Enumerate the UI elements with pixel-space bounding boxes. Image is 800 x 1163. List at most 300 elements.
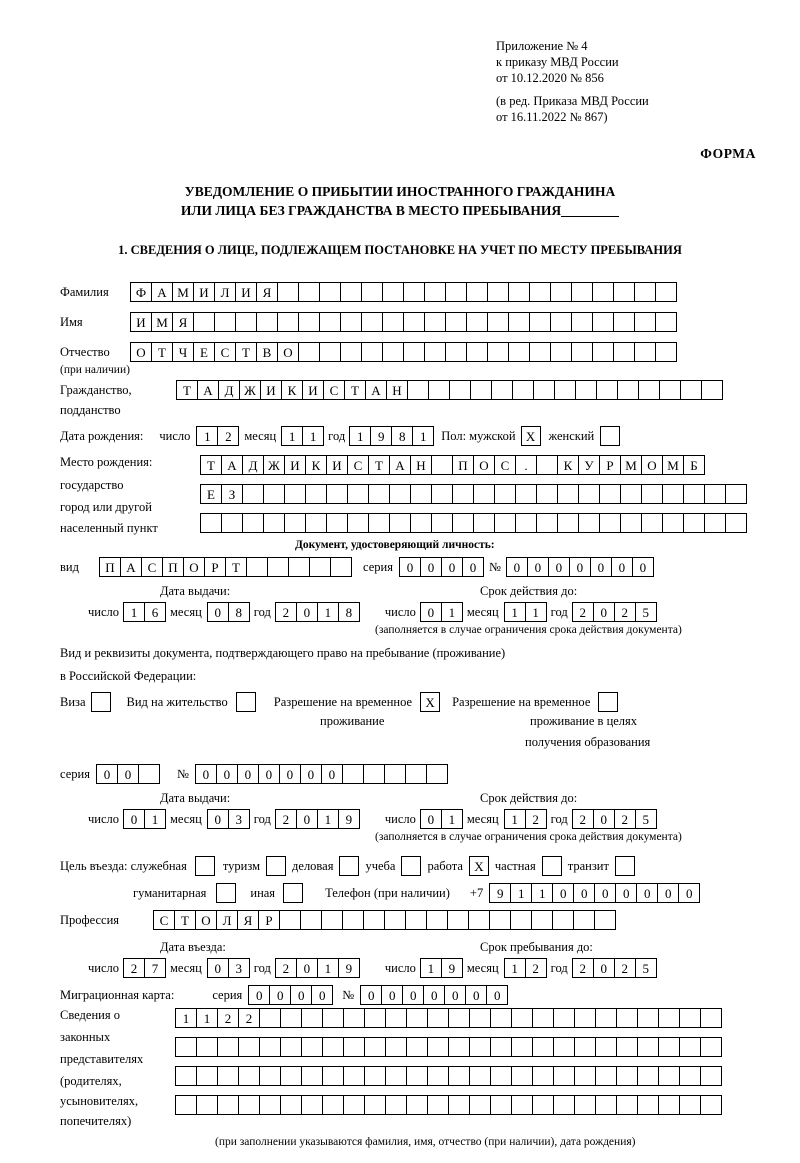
cell[interactable] [571, 312, 593, 332]
cell[interactable]: 0 [594, 883, 616, 903]
phone-input[interactable] [489, 883, 699, 903]
cell[interactable] [214, 312, 236, 332]
cell[interactable]: 2 [217, 426, 239, 446]
cell[interactable]: В [256, 342, 278, 362]
cell[interactable] [638, 380, 660, 400]
cell[interactable] [596, 380, 618, 400]
cell[interactable]: 0 [360, 985, 382, 1005]
cell[interactable] [574, 1066, 596, 1086]
cell[interactable] [613, 312, 635, 332]
cell[interactable] [382, 282, 404, 302]
cell[interactable] [469, 1037, 491, 1057]
cell[interactable]: М [620, 455, 642, 475]
cell[interactable] [683, 484, 705, 504]
stay-month-input[interactable] [504, 958, 546, 978]
cell[interactable]: 0 [279, 764, 301, 784]
cell[interactable] [553, 1008, 575, 1028]
cell[interactable] [175, 1066, 197, 1086]
cell[interactable]: 0 [381, 985, 403, 1005]
cell[interactable] [263, 513, 285, 533]
cell[interactable]: А [389, 455, 411, 475]
cell[interactable] [508, 312, 530, 332]
cell[interactable] [620, 484, 642, 504]
cell[interactable]: И [284, 455, 306, 475]
cell[interactable] [384, 764, 406, 784]
cell[interactable] [279, 910, 301, 930]
cell[interactable]: Т [174, 910, 196, 930]
legal-rep-line-4-input[interactable] [175, 1095, 721, 1115]
cell[interactable]: 0 [399, 557, 421, 577]
cell[interactable] [529, 282, 551, 302]
cell[interactable] [217, 1066, 239, 1086]
cell[interactable]: 0 [300, 764, 322, 784]
cell[interactable] [322, 1008, 344, 1028]
purpose-work-checkbox[interactable]: X [469, 856, 489, 876]
cell[interactable] [267, 557, 289, 577]
citizenship-input[interactable] [176, 380, 722, 400]
cell[interactable] [487, 282, 509, 302]
permit-issue-day-input[interactable] [123, 809, 165, 829]
cell[interactable] [469, 1008, 491, 1028]
cell[interactable] [305, 513, 327, 533]
cell[interactable] [613, 342, 635, 362]
cell[interactable]: 2 [275, 602, 297, 622]
cell[interactable]: М [172, 282, 194, 302]
cell[interactable]: 9 [370, 426, 392, 446]
cell[interactable] [363, 764, 385, 784]
cell[interactable] [634, 282, 656, 302]
cell[interactable] [427, 1037, 449, 1057]
cell[interactable]: Л [214, 282, 236, 302]
cell[interactable]: 3 [228, 809, 250, 829]
cell[interactable] [364, 1095, 386, 1115]
cell[interactable] [595, 1008, 617, 1028]
cell[interactable]: 1 [510, 883, 532, 903]
sex-female-checkbox[interactable] [600, 426, 620, 446]
cell[interactable] [361, 342, 383, 362]
cell[interactable]: А [221, 455, 243, 475]
cell[interactable]: О [195, 910, 217, 930]
id-doc-series-input[interactable] [399, 557, 483, 577]
cell[interactable] [385, 1037, 407, 1057]
cell[interactable] [533, 380, 555, 400]
cell[interactable]: 0 [527, 557, 549, 577]
cell[interactable]: И [260, 380, 282, 400]
cell[interactable]: 0 [207, 809, 229, 829]
cell[interactable] [340, 312, 362, 332]
cell[interactable] [473, 513, 495, 533]
cell[interactable]: 1 [525, 602, 547, 622]
cell[interactable] [448, 1008, 470, 1028]
cell[interactable]: И [193, 282, 215, 302]
cell[interactable] [280, 1008, 302, 1028]
cell[interactable]: 0 [420, 557, 442, 577]
cell[interactable] [330, 557, 352, 577]
cell[interactable] [288, 557, 310, 577]
cell[interactable] [445, 312, 467, 332]
cell[interactable] [385, 1008, 407, 1028]
cell[interactable] [175, 1095, 197, 1115]
cell[interactable]: Р [204, 557, 226, 577]
cell[interactable] [658, 1095, 680, 1115]
cell[interactable] [617, 380, 639, 400]
cell[interactable] [259, 1008, 281, 1028]
cell[interactable] [340, 342, 362, 362]
cell[interactable]: 0 [269, 985, 291, 1005]
permit-issue-year-input[interactable] [275, 809, 359, 829]
cell[interactable] [448, 1037, 470, 1057]
cell[interactable]: С [214, 342, 236, 362]
cell[interactable]: 5 [635, 809, 657, 829]
cell[interactable]: 2 [614, 809, 636, 829]
cell[interactable] [494, 513, 516, 533]
cell[interactable] [469, 1066, 491, 1086]
cell[interactable] [489, 910, 511, 930]
cell[interactable] [529, 312, 551, 332]
cell[interactable] [424, 282, 446, 302]
cell[interactable] [319, 282, 341, 302]
cell[interactable]: 2 [614, 602, 636, 622]
cell[interactable] [679, 1095, 701, 1115]
cell[interactable]: 0 [632, 557, 654, 577]
cell[interactable] [449, 380, 471, 400]
cell[interactable]: Ж [239, 380, 261, 400]
cell[interactable]: Д [242, 455, 264, 475]
cell[interactable] [662, 513, 684, 533]
cell[interactable] [704, 513, 726, 533]
cell[interactable]: 0 [615, 883, 637, 903]
cell[interactable]: Ф [130, 282, 152, 302]
cell[interactable] [550, 342, 572, 362]
legal-rep-line-1-input[interactable] [175, 1008, 721, 1028]
cell[interactable]: 0 [420, 602, 442, 622]
id-doc-issue-month-input[interactable] [207, 602, 249, 622]
stay-year-input[interactable] [572, 958, 656, 978]
cell[interactable]: 2 [572, 809, 594, 829]
cell[interactable]: Я [237, 910, 259, 930]
cell[interactable] [641, 513, 663, 533]
cell[interactable] [259, 1037, 281, 1057]
cell[interactable] [592, 312, 614, 332]
cell[interactable] [319, 312, 341, 332]
cell[interactable] [193, 312, 215, 332]
birth-place-line-3-input[interactable] [200, 513, 746, 533]
cell[interactable]: З [221, 484, 243, 504]
cell[interactable] [363, 910, 385, 930]
cell[interactable]: 0 [296, 602, 318, 622]
cell[interactable]: 0 [321, 764, 343, 784]
permit-series-input[interactable] [96, 764, 159, 784]
cell[interactable] [428, 380, 450, 400]
cell[interactable]: 9 [338, 958, 360, 978]
cell[interactable] [424, 342, 446, 362]
cell[interactable] [342, 910, 364, 930]
cell[interactable]: А [197, 380, 219, 400]
cell[interactable]: 2 [572, 958, 594, 978]
cell[interactable] [508, 282, 530, 302]
cell[interactable] [301, 1095, 323, 1115]
cell[interactable] [322, 1095, 344, 1115]
cell[interactable] [532, 1008, 554, 1028]
cell[interactable] [662, 484, 684, 504]
cell[interactable] [658, 1066, 680, 1086]
cell[interactable] [620, 513, 642, 533]
cell[interactable] [616, 1095, 638, 1115]
id-doc-valid-day-input[interactable] [420, 602, 462, 622]
cell[interactable]: 1 [317, 602, 339, 622]
cell[interactable]: М [151, 312, 173, 332]
cell[interactable] [571, 342, 593, 362]
cell[interactable] [490, 1008, 512, 1028]
cell[interactable]: 2 [238, 1008, 260, 1028]
cell[interactable]: 2 [123, 958, 145, 978]
cell[interactable] [468, 910, 490, 930]
cell[interactable]: И [235, 282, 257, 302]
permit-number-input[interactable] [195, 764, 447, 784]
cell[interactable] [641, 484, 663, 504]
cell[interactable]: 1 [441, 602, 463, 622]
cell[interactable] [616, 1008, 638, 1028]
cell[interactable]: 2 [217, 1008, 239, 1028]
cell[interactable] [679, 1008, 701, 1028]
permit-valid-day-input[interactable] [420, 809, 462, 829]
cell[interactable] [490, 1095, 512, 1115]
cell[interactable] [298, 312, 320, 332]
cell[interactable] [466, 342, 488, 362]
cell[interactable] [406, 1008, 428, 1028]
cell[interactable]: 1 [349, 426, 371, 446]
cell[interactable]: Е [193, 342, 215, 362]
cell[interactable]: 0 [486, 985, 508, 1005]
cell[interactable] [448, 1066, 470, 1086]
cell[interactable] [364, 1066, 386, 1086]
cell[interactable]: Р [599, 455, 621, 475]
cell[interactable]: Т [344, 380, 366, 400]
cell[interactable] [512, 380, 534, 400]
cell[interactable]: 1 [412, 426, 434, 446]
cell[interactable] [368, 484, 390, 504]
id-doc-issue-day-input[interactable] [123, 602, 165, 622]
migration-series-input[interactable] [248, 985, 332, 1005]
name-input[interactable] [130, 312, 676, 332]
cell[interactable] [405, 764, 427, 784]
cell[interactable] [322, 1037, 344, 1057]
cell[interactable] [557, 484, 579, 504]
cell[interactable] [406, 1037, 428, 1057]
cell[interactable] [343, 1037, 365, 1057]
cell[interactable] [301, 1008, 323, 1028]
cell[interactable] [347, 513, 369, 533]
cell[interactable] [655, 312, 677, 332]
cell[interactable]: 2 [614, 958, 636, 978]
cell[interactable] [574, 1008, 596, 1028]
cell[interactable] [700, 1008, 722, 1028]
cell[interactable] [655, 282, 677, 302]
cell[interactable]: К [557, 455, 579, 475]
cell[interactable] [683, 513, 705, 533]
cell[interactable]: 0 [237, 764, 259, 784]
cell[interactable]: 0 [441, 557, 463, 577]
cell[interactable] [284, 484, 306, 504]
cell[interactable] [470, 380, 492, 400]
cell[interactable] [319, 342, 341, 362]
cell[interactable]: Ч [172, 342, 194, 362]
cell[interactable] [238, 1066, 260, 1086]
cell[interactable] [725, 484, 747, 504]
cell[interactable] [557, 513, 579, 533]
purpose-private-checkbox[interactable] [542, 856, 562, 876]
cell[interactable] [431, 455, 453, 475]
cell[interactable] [322, 1066, 344, 1086]
cell[interactable] [309, 557, 331, 577]
cell[interactable] [487, 312, 509, 332]
cell[interactable] [280, 1095, 302, 1115]
cell[interactable]: 0 [636, 883, 658, 903]
birth-year-input[interactable] [349, 426, 433, 446]
id-doc-issue-year-input[interactable] [275, 602, 359, 622]
cell[interactable] [426, 764, 448, 784]
cell[interactable]: 1 [504, 809, 526, 829]
cell[interactable] [700, 1066, 722, 1086]
id-doc-number-input[interactable] [506, 557, 653, 577]
cell[interactable] [595, 1095, 617, 1115]
cell[interactable]: 2 [275, 958, 297, 978]
cell[interactable]: 6 [144, 602, 166, 622]
cell[interactable] [221, 513, 243, 533]
cell[interactable] [405, 910, 427, 930]
cell[interactable] [384, 910, 406, 930]
purpose-other-checkbox[interactable] [283, 883, 303, 903]
cell[interactable]: 0 [569, 557, 591, 577]
cell[interactable]: П [452, 455, 474, 475]
cell[interactable] [658, 1008, 680, 1028]
cell[interactable]: И [130, 312, 152, 332]
cell[interactable]: 0 [402, 985, 424, 1005]
cell[interactable] [536, 484, 558, 504]
cell[interactable]: 0 [311, 985, 333, 1005]
cell[interactable] [473, 484, 495, 504]
birth-place-line-1-input[interactable] [200, 455, 704, 475]
cell[interactable]: Т [200, 455, 222, 475]
cell[interactable] [511, 1066, 533, 1086]
cell[interactable] [553, 1066, 575, 1086]
cell[interactable] [284, 513, 306, 533]
stay-day-input[interactable] [420, 958, 462, 978]
patronymic-input[interactable] [130, 342, 676, 362]
cell[interactable] [424, 312, 446, 332]
cell[interactable]: 0 [195, 764, 217, 784]
cell[interactable]: 0 [248, 985, 270, 1005]
cell[interactable]: О [277, 342, 299, 362]
cell[interactable] [452, 484, 474, 504]
cell[interactable]: 1 [420, 958, 442, 978]
cell[interactable]: О [473, 455, 495, 475]
cell[interactable]: 0 [462, 557, 484, 577]
cell[interactable]: 1 [504, 602, 526, 622]
cell[interactable] [613, 282, 635, 302]
id-doc-valid-year-input[interactable] [572, 602, 656, 622]
cell[interactable]: Я [256, 282, 278, 302]
cell[interactable] [553, 1095, 575, 1115]
cell[interactable] [599, 484, 621, 504]
cell[interactable]: 1 [441, 809, 463, 829]
cell[interactable]: 8 [338, 602, 360, 622]
cell[interactable] [298, 342, 320, 362]
permit-valid-year-input[interactable] [572, 809, 656, 829]
cell[interactable] [445, 342, 467, 362]
cell[interactable] [536, 513, 558, 533]
legal-rep-line-2-input[interactable] [175, 1037, 721, 1057]
cell[interactable] [575, 380, 597, 400]
cell[interactable]: Я [172, 312, 194, 332]
entry-year-input[interactable] [275, 958, 359, 978]
cell[interactable] [280, 1037, 302, 1057]
cell[interactable] [490, 1037, 512, 1057]
cell[interactable] [361, 282, 383, 302]
cell[interactable]: А [365, 380, 387, 400]
cell[interactable] [466, 312, 488, 332]
cell[interactable] [554, 380, 576, 400]
cell[interactable] [701, 380, 723, 400]
permit-valid-month-input[interactable] [504, 809, 546, 829]
cell[interactable] [280, 1066, 302, 1086]
cell[interactable]: 0 [207, 958, 229, 978]
cell[interactable] [301, 1066, 323, 1086]
cell[interactable]: И [302, 380, 324, 400]
cell[interactable] [595, 1066, 617, 1086]
cell[interactable] [574, 1037, 596, 1057]
cell[interactable] [242, 484, 264, 504]
cell[interactable] [342, 764, 364, 784]
cell[interactable] [326, 513, 348, 533]
cell[interactable] [364, 1037, 386, 1057]
cell[interactable] [553, 1037, 575, 1057]
cell[interactable]: 0 [258, 764, 280, 784]
cell[interactable] [246, 557, 268, 577]
cell[interactable] [427, 1066, 449, 1086]
cell[interactable] [494, 484, 516, 504]
cell[interactable] [321, 910, 343, 930]
cell[interactable] [680, 380, 702, 400]
cell[interactable]: 1 [175, 1008, 197, 1028]
cell[interactable] [259, 1095, 281, 1115]
cell[interactable] [571, 282, 593, 302]
surname-input[interactable] [130, 282, 676, 302]
cell[interactable]: 9 [441, 958, 463, 978]
residence-checkbox[interactable] [236, 692, 256, 712]
cell[interactable]: 8 [391, 426, 413, 446]
cell[interactable]: 0 [593, 958, 615, 978]
cell[interactable]: 1 [281, 426, 303, 446]
cell[interactable] [200, 513, 222, 533]
cell[interactable]: 0 [216, 764, 238, 784]
cell[interactable]: Д [218, 380, 240, 400]
cell[interactable] [196, 1066, 218, 1086]
cell[interactable] [508, 342, 530, 362]
cell[interactable] [578, 513, 600, 533]
cell[interactable] [550, 312, 572, 332]
cell[interactable] [385, 1066, 407, 1086]
cell[interactable] [679, 1066, 701, 1086]
cell[interactable] [511, 1008, 533, 1028]
migration-number-input[interactable] [360, 985, 507, 1005]
cell[interactable]: 0 [420, 809, 442, 829]
cell[interactable]: И [326, 455, 348, 475]
cell[interactable] [637, 1008, 659, 1028]
cell[interactable] [490, 1066, 512, 1086]
cell[interactable] [532, 1037, 554, 1057]
cell[interactable] [406, 1095, 428, 1115]
